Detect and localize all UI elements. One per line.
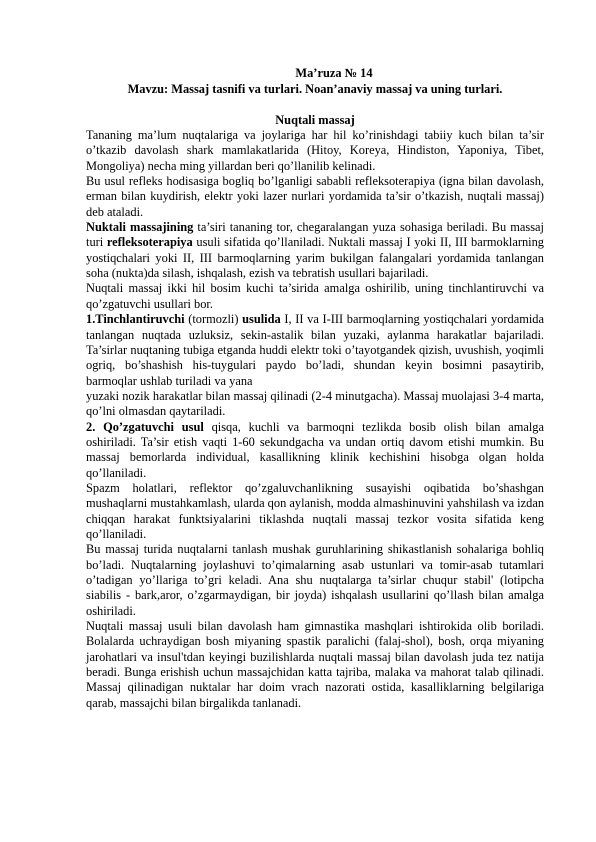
paragraph-2: Bu usul refleks hodisasiga bogliq bo’lganligi sababli refleksoterapiya (igna bilan davolash, erman bilan kuydirish, elektr yoki lazer nurlari yordamida ta’sir o’tkazish, nuqtali massaj) deb ataladi. [86, 174, 544, 219]
bold-term-qozgatuvchi-usul: 2. Qo’zgatuvchi usul [86, 419, 204, 434]
paragraph-9: Bu massaj turida nuqtalarni tanlash mushak guruhlarining shikastlanish sohalariga bohliq bo’ladi. Nuqtalarning joylashuvi to’qimalarning asab ustunlari va tomir-asab tutamlari o’tadigan yo’llariga to’gri keladi. Ana shu nuqtalarga ta’sirlar chuqur stabil' (lotipcha siabilis - bark,aror, o’zgarmaydigan, bir joyda) ishqalash usullarini qo’llash bilan amalga oshiriladi. [86, 542, 544, 618]
section-title: Nuqtali massaj [275, 112, 355, 127]
paragraph-8: Spazm holatlari, reflektor qo’zgaluvchanlikning susayishi oqibatida bo’shashgan mushaqlarni mustahkamlash, ularda qon aylanish, modda almashinuvini yahshilash va izdan chiqqan harakat funktsiyalarini tiklashda nuqtali massaj tezkor vosita sifatida keng qo’llaniladi. [86, 480, 545, 541]
bold-term-tinchlantiruvchi: 1.Tinchlantiruvchi [86, 312, 185, 327]
spacer [86, 98, 544, 113]
bold-term-refleksoterapiya: refleksoterapiya [106, 235, 193, 250]
paragraph-7 [86, 420, 544, 481]
lecture-number: Ma’ruza № 14 [295, 66, 373, 80]
paragraph-1: Tananing ma’lum nuqtalariga va joylariga har hil ko’rinishdagi tabiiy kuch bilan ta’sir o’tkazib davolash shark mamlakatlarida (Hitoy, Koreya, Hindiston, Yaponiya, Tibet, Mongoliya) necha ming yillardan beri qo’llanilib kelinadi. [86, 128, 544, 173]
bold-term-usulida: usulida [242, 312, 281, 327]
paragraph-3-text-1: ta’siri tananing tor, chegaralangan yuza sohasiga beriladi. Bu massaj turi [86, 220, 544, 250]
paragraph-5 [86, 312, 544, 389]
paragraph-5-text-2: I, II va I-III barmoqlarning yostiqchalari yordamida tanlangan nuqtada uzluksiz, sekin-astalik bilan yuzaki, aylanma harakatlar bajariladi. Ta’sirlar nuqtaning tubiga etganda huddi elektr toki o’tayotgandek qizish, uvushish, yoqimli ogriq, bo’shashish his-tuygulari paydo bo’ladi, shundan keyin bosimni pasaytirib, barmoqlar ushlab turiladi va yana [86, 312, 544, 388]
paragraph-6: yuzaki nozik harakatlar bilan massaj qilinadi (2-4 minutgacha). Massaj muolajasi 3-4 marta, qo’lni olmasdan qaytariladi. [86, 388, 544, 419]
paragraph-4: Nuqtali massaj ikki hil bosim kuchi ta’sirida amalga oshirilib, uning tinchlantiruvchi va qo’zgatuvchi usullari bor. [86, 281, 544, 311]
paragraph-3 [86, 220, 544, 281]
lecture-topic: Mavzu: Massaj tasnifi va turlari. Noan’anaviy massaj va uning turlari. [127, 82, 503, 97]
bold-term-nuqtali-massaj: Nuktali massajining [86, 220, 194, 235]
paragraph-5-text-1: (tormozli) [184, 312, 243, 327]
paragraph-7-text: qisqa, kuchli va barmoqni tezlikda bosib olish bilan amalga oshiriladi. Ta’sir etish vaqti 1-60 sekundgacha va undan ortiq davom etishi mumkin. Bu massaj bemorlarda individual, kasallikning klinik kechishini hisobga olgan holda qo’llaniladi. [86, 419, 544, 480]
paragraph-3-text-2: usuli sifatida qo’llaniladi. Nuktali massaj I yoki II, III barmoklarning yostiqchalari yoki II, III barmoqlarning yarim bukilgan falangalari yordamida tanlangan soha (nukta)da silash, ishqalash, ezish va tebratish usullari bajariladi. [86, 235, 544, 281]
paragraph-10: Nuqtali massaj usuli bilan davolash ham gimnastika mashqlari ishtirokida olib boriladi. Bolalarda uchraydigan bosh miyaning spastik paralichi (falaj-shol), bosh, orqa miyaning jarohatlari va insul'tdan keyingi buzilishlarda nuqtali massaj bilan davolash juda tez natija beradi. Bunga erishish uchun massajchidan katta tajriba, malaka va mahorat talab qilinadi. Massaj qilinadigan nuktalar har doim vrach nazorati ostida, kasalliklarning belgilariga qarab, massajchi bilan birgalikda tanlanadi. [86, 619, 544, 710]
